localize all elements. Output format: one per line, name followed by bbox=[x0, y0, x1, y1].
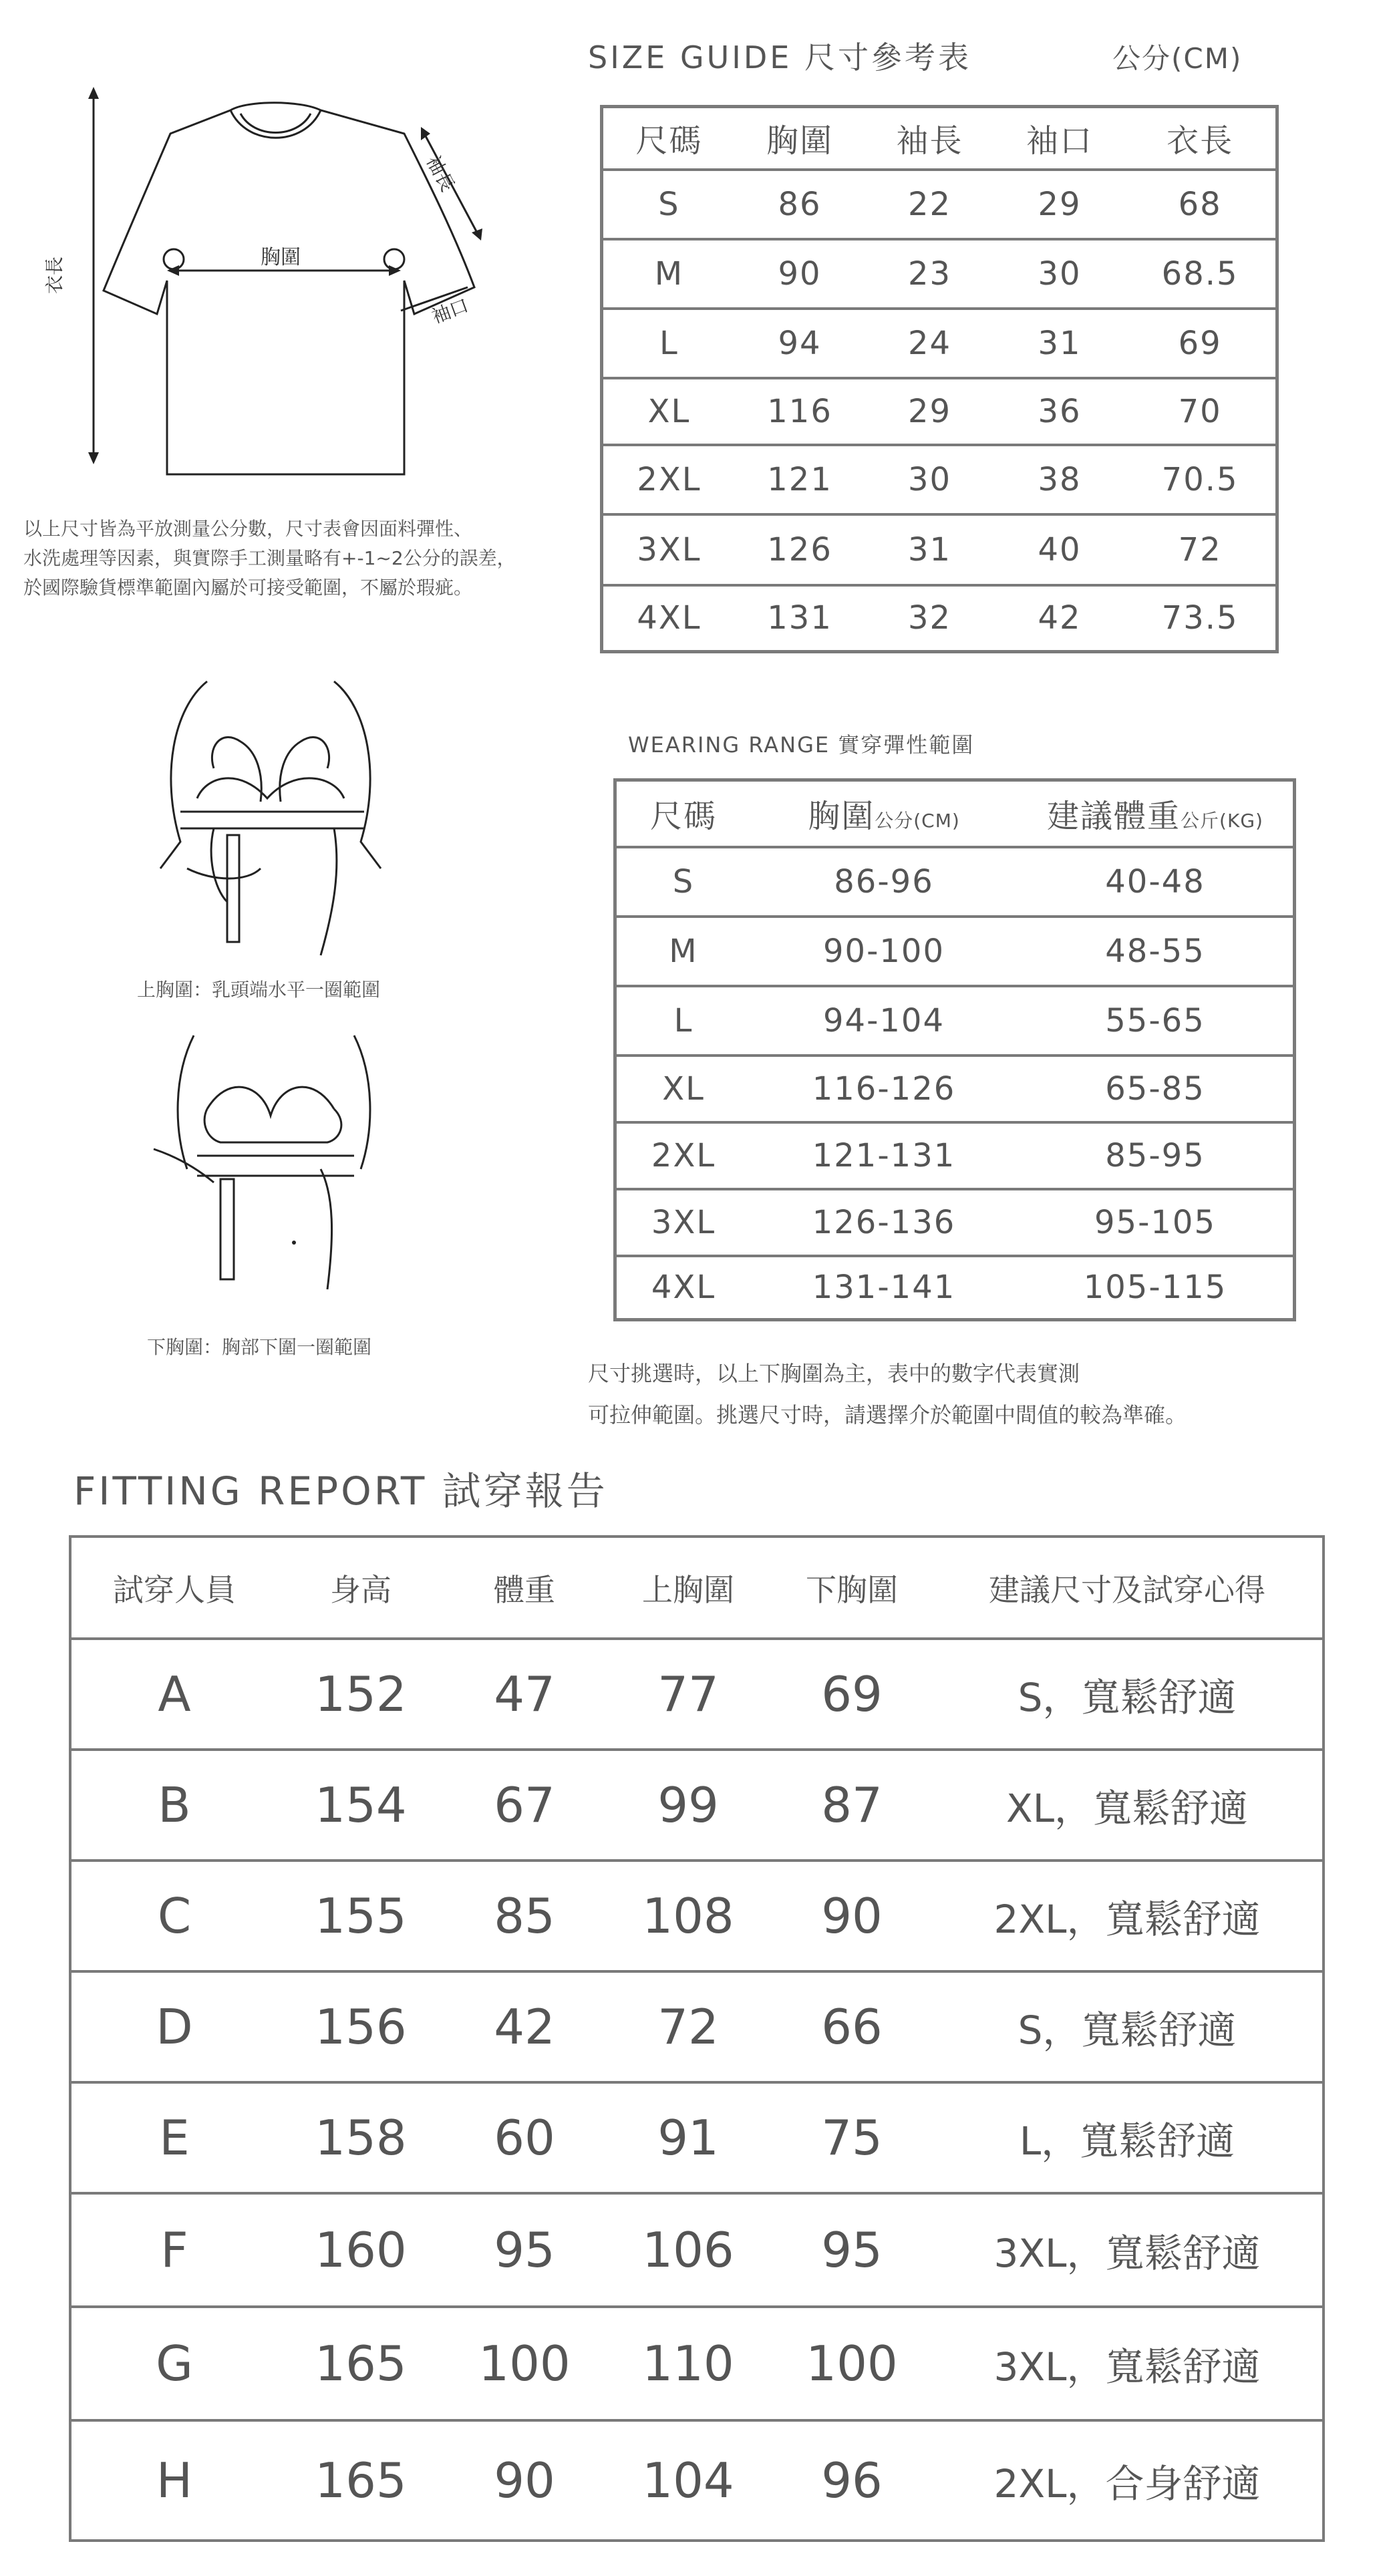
table-row bbox=[70, 2307, 1324, 2420]
cell: 116 bbox=[735, 378, 865, 445]
cell: 100 bbox=[772, 2307, 932, 2420]
table-row bbox=[602, 170, 1277, 239]
cell: E bbox=[70, 2082, 277, 2193]
tshirt-sleeve-length-label: 袖長 bbox=[422, 152, 459, 196]
wearing-range-note bbox=[588, 1353, 1187, 1436]
cell: 94-104 bbox=[750, 986, 1018, 1056]
cell: 22 bbox=[865, 170, 994, 239]
cell: 100 bbox=[444, 2307, 605, 2420]
cell: 110 bbox=[605, 2307, 772, 2420]
cell: 87 bbox=[772, 1750, 932, 1861]
cell: 2XL，寬鬆舒適 bbox=[932, 1861, 1324, 1971]
cell: 91 bbox=[605, 2082, 772, 2193]
cell: 108 bbox=[605, 1861, 772, 1971]
cell: 70 bbox=[1124, 378, 1277, 445]
table-row bbox=[615, 1189, 1295, 1256]
cell: XL bbox=[615, 1056, 751, 1122]
cell: 126 bbox=[735, 514, 865, 585]
cell: 106 bbox=[605, 2193, 772, 2307]
cell: 165 bbox=[277, 2307, 444, 2420]
cell: 32 bbox=[907, 599, 952, 637]
header-cell: 身高 bbox=[277, 1537, 444, 1639]
wearing-range-title: WEARING RANGE 實穿彈性範圍 bbox=[628, 732, 975, 758]
cell: 2XL bbox=[615, 1122, 751, 1189]
cell: 90 bbox=[494, 2452, 555, 2509]
header-cell: 尺碼 bbox=[615, 780, 751, 847]
cell: L bbox=[602, 309, 735, 378]
cell: 29 bbox=[995, 170, 1124, 239]
cell: L，寬鬆舒適 bbox=[932, 2082, 1324, 2193]
cell: G bbox=[70, 2307, 277, 2420]
cell: M bbox=[615, 917, 751, 986]
cell: 38 bbox=[995, 445, 1124, 514]
cell: 105-115 bbox=[1083, 1269, 1227, 1307]
cell: 96 bbox=[821, 2452, 883, 2509]
header-cell: 胸圍 bbox=[735, 107, 865, 170]
header-cell: 胸圍公分(CM) bbox=[750, 780, 1018, 847]
cell: F bbox=[70, 2193, 277, 2307]
note-line: 水洗處理等因素，與實際手工測量略有+-1~2公分的誤差， bbox=[23, 547, 516, 569]
cell: 30 bbox=[865, 445, 994, 514]
note-line: 尺寸挑選時，以上下胸圍為主，表中的數字代表實測 bbox=[588, 1361, 1080, 1386]
cell: 42 bbox=[1038, 599, 1082, 637]
cell: 85-95 bbox=[1018, 1122, 1295, 1189]
size-guide-title: SIZE GUIDE 尺寸參考表 bbox=[588, 39, 971, 75]
cell: 68.5 bbox=[1124, 239, 1277, 309]
cell: A bbox=[70, 1639, 277, 1750]
cell: 158 bbox=[277, 2082, 444, 2193]
table-row bbox=[70, 2082, 1324, 2193]
table-row bbox=[602, 445, 1277, 514]
cell: 60 bbox=[444, 2082, 605, 2193]
cell: 70.5 bbox=[1124, 445, 1277, 514]
cell: 99 bbox=[605, 1750, 772, 1861]
tshirt-length-label: 衣長 bbox=[43, 256, 65, 294]
table-row bbox=[602, 514, 1277, 585]
note-line: 可拉伸範圍。挑選尺寸時，請選擇介於範圍中間值的較為準確。 bbox=[588, 1402, 1187, 1428]
table-row bbox=[70, 1750, 1324, 1861]
table-row bbox=[70, 2193, 1324, 2307]
cell: 126-136 bbox=[750, 1189, 1018, 1256]
table-header-row bbox=[70, 1537, 1324, 1639]
cell: 155 bbox=[277, 1861, 444, 1971]
cell: 152 bbox=[277, 1639, 444, 1750]
upper-bust-illustration bbox=[134, 668, 414, 962]
cell: 95 bbox=[444, 2193, 605, 2307]
lower-bust-caption: 下胸圍：胸部下圍一圈範圍 bbox=[147, 1336, 372, 1358]
header-cell: 建議尺寸及試穿心得 bbox=[932, 1537, 1324, 1639]
cell: B bbox=[70, 1750, 277, 1861]
header-cell: 體重 bbox=[444, 1537, 605, 1639]
cell: 31 bbox=[995, 309, 1124, 378]
tshirt-diagram bbox=[40, 80, 548, 481]
cell: D bbox=[70, 1971, 277, 2082]
cell: 131-141 bbox=[812, 1269, 956, 1307]
fitting-report-title: FITTING REPORT 試穿報告 bbox=[73, 1468, 608, 1514]
cell: S，寬鬆舒適 bbox=[932, 1971, 1324, 2082]
cell: 40-48 bbox=[1018, 847, 1295, 917]
header-cell: 袖口 bbox=[995, 107, 1124, 170]
cell: 47 bbox=[444, 1639, 605, 1750]
table-row bbox=[602, 309, 1277, 378]
table-row bbox=[70, 1861, 1324, 1971]
tshirt-cuff-label: 袖口 bbox=[428, 294, 472, 328]
header-cell: 袖長 bbox=[865, 107, 994, 170]
cell: 75 bbox=[772, 2082, 932, 2193]
tshirt-chest-label: 胸圍 bbox=[261, 246, 301, 269]
cell: 4XL bbox=[637, 599, 702, 637]
cell: 86-96 bbox=[750, 847, 1018, 917]
cell: 2XL bbox=[602, 445, 735, 514]
wearing-range-table bbox=[613, 778, 1296, 1321]
cell: 23 bbox=[865, 239, 994, 309]
note-line: 於國際驗貨標準範圍內屬於可接受範圍，不屬於瑕疵。 bbox=[23, 577, 473, 599]
cell: 55-65 bbox=[1018, 986, 1295, 1056]
cell: 29 bbox=[865, 378, 994, 445]
table-row bbox=[602, 239, 1277, 309]
table-row bbox=[602, 378, 1277, 445]
lower-bust-illustration bbox=[134, 1022, 414, 1303]
upper-bust-caption: 上胸圍：乳頭端水平一圈範圍 bbox=[137, 979, 381, 1001]
cell: 77 bbox=[605, 1639, 772, 1750]
cell: 95 bbox=[772, 2193, 932, 2307]
table-row bbox=[615, 847, 1295, 917]
fitting-report-table bbox=[69, 1535, 1325, 2542]
cell: M bbox=[602, 239, 735, 309]
cell: 69 bbox=[772, 1639, 932, 1750]
cell: 121 bbox=[735, 445, 865, 514]
cell: 72 bbox=[605, 1971, 772, 2082]
cell: 3XL bbox=[602, 514, 735, 585]
cell: 156 bbox=[277, 1971, 444, 2082]
table-row bbox=[602, 585, 1277, 652]
cell: 31 bbox=[865, 514, 994, 585]
header-cell: 試穿人員 bbox=[70, 1537, 277, 1639]
cell: 160 bbox=[277, 2193, 444, 2307]
cell: 90 bbox=[772, 1861, 932, 1971]
cell: 68 bbox=[1124, 170, 1277, 239]
cell: 116-126 bbox=[750, 1056, 1018, 1122]
cell: 36 bbox=[995, 378, 1124, 445]
cell: 66 bbox=[772, 1971, 932, 2082]
header-cell: 下胸圍 bbox=[772, 1537, 932, 1639]
cell: 69 bbox=[1124, 309, 1277, 378]
cell: 90 bbox=[735, 239, 865, 309]
cell: 94 bbox=[735, 309, 865, 378]
header-cell: 衣長 bbox=[1124, 107, 1277, 170]
cell: 72 bbox=[1124, 514, 1277, 585]
cell: 30 bbox=[995, 239, 1124, 309]
cell: 3XL bbox=[615, 1189, 751, 1256]
cell: 90-100 bbox=[750, 917, 1018, 986]
cell: 121-131 bbox=[750, 1122, 1018, 1189]
cell: C bbox=[70, 1861, 277, 1971]
header-cell: 上胸圍 bbox=[605, 1537, 772, 1639]
cell: 65-85 bbox=[1018, 1056, 1295, 1122]
cell: 42 bbox=[444, 1971, 605, 2082]
cell: XL，寬鬆舒適 bbox=[932, 1750, 1324, 1861]
cell: 24 bbox=[865, 309, 994, 378]
cell: 165 bbox=[315, 2452, 407, 2509]
header-cell: 建議體重公斤(KG) bbox=[1018, 780, 1295, 847]
table-row bbox=[615, 1056, 1295, 1122]
cell: 95-105 bbox=[1018, 1189, 1295, 1256]
cell: H bbox=[156, 2452, 193, 2509]
table-row bbox=[70, 1971, 1324, 2082]
header-cell: 尺碼 bbox=[602, 107, 735, 170]
table-row bbox=[70, 2420, 1324, 2541]
table-header-row bbox=[615, 780, 1295, 847]
cell: 86 bbox=[735, 170, 865, 239]
cell: XL bbox=[602, 378, 735, 445]
cell: S，寬鬆舒適 bbox=[932, 1639, 1324, 1750]
cell: 4XL bbox=[651, 1269, 716, 1307]
cell: 40 bbox=[995, 514, 1124, 585]
measurement-note bbox=[23, 514, 516, 603]
cell: 67 bbox=[444, 1750, 605, 1861]
cell: 2XL，合身舒適 bbox=[993, 2461, 1261, 2507]
size-guide-table bbox=[600, 105, 1279, 653]
note-line: 以上尺寸皆為平放測量公分數，尺寸表會因面料彈性、 bbox=[23, 518, 473, 540]
cell: S bbox=[602, 170, 735, 239]
cell: 3XL，寬鬆舒適 bbox=[932, 2193, 1324, 2307]
cell: 154 bbox=[277, 1750, 444, 1861]
cell: S bbox=[615, 847, 751, 917]
size-guide-unit: 公分(CM) bbox=[1112, 42, 1243, 75]
cell: 73.5 bbox=[1161, 599, 1239, 637]
cell: 48-55 bbox=[1018, 917, 1295, 986]
cell: L bbox=[615, 986, 751, 1056]
table-header-row bbox=[602, 107, 1277, 170]
table-row bbox=[615, 986, 1295, 1056]
cell: 85 bbox=[444, 1861, 605, 1971]
table-row bbox=[615, 917, 1295, 986]
cell: 131 bbox=[767, 599, 832, 637]
cell: 104 bbox=[642, 2452, 734, 2509]
cell: 3XL，寬鬆舒適 bbox=[932, 2307, 1324, 2420]
table-row bbox=[615, 1122, 1295, 1189]
table-row bbox=[615, 1256, 1295, 1320]
table-row bbox=[70, 1639, 1324, 1750]
